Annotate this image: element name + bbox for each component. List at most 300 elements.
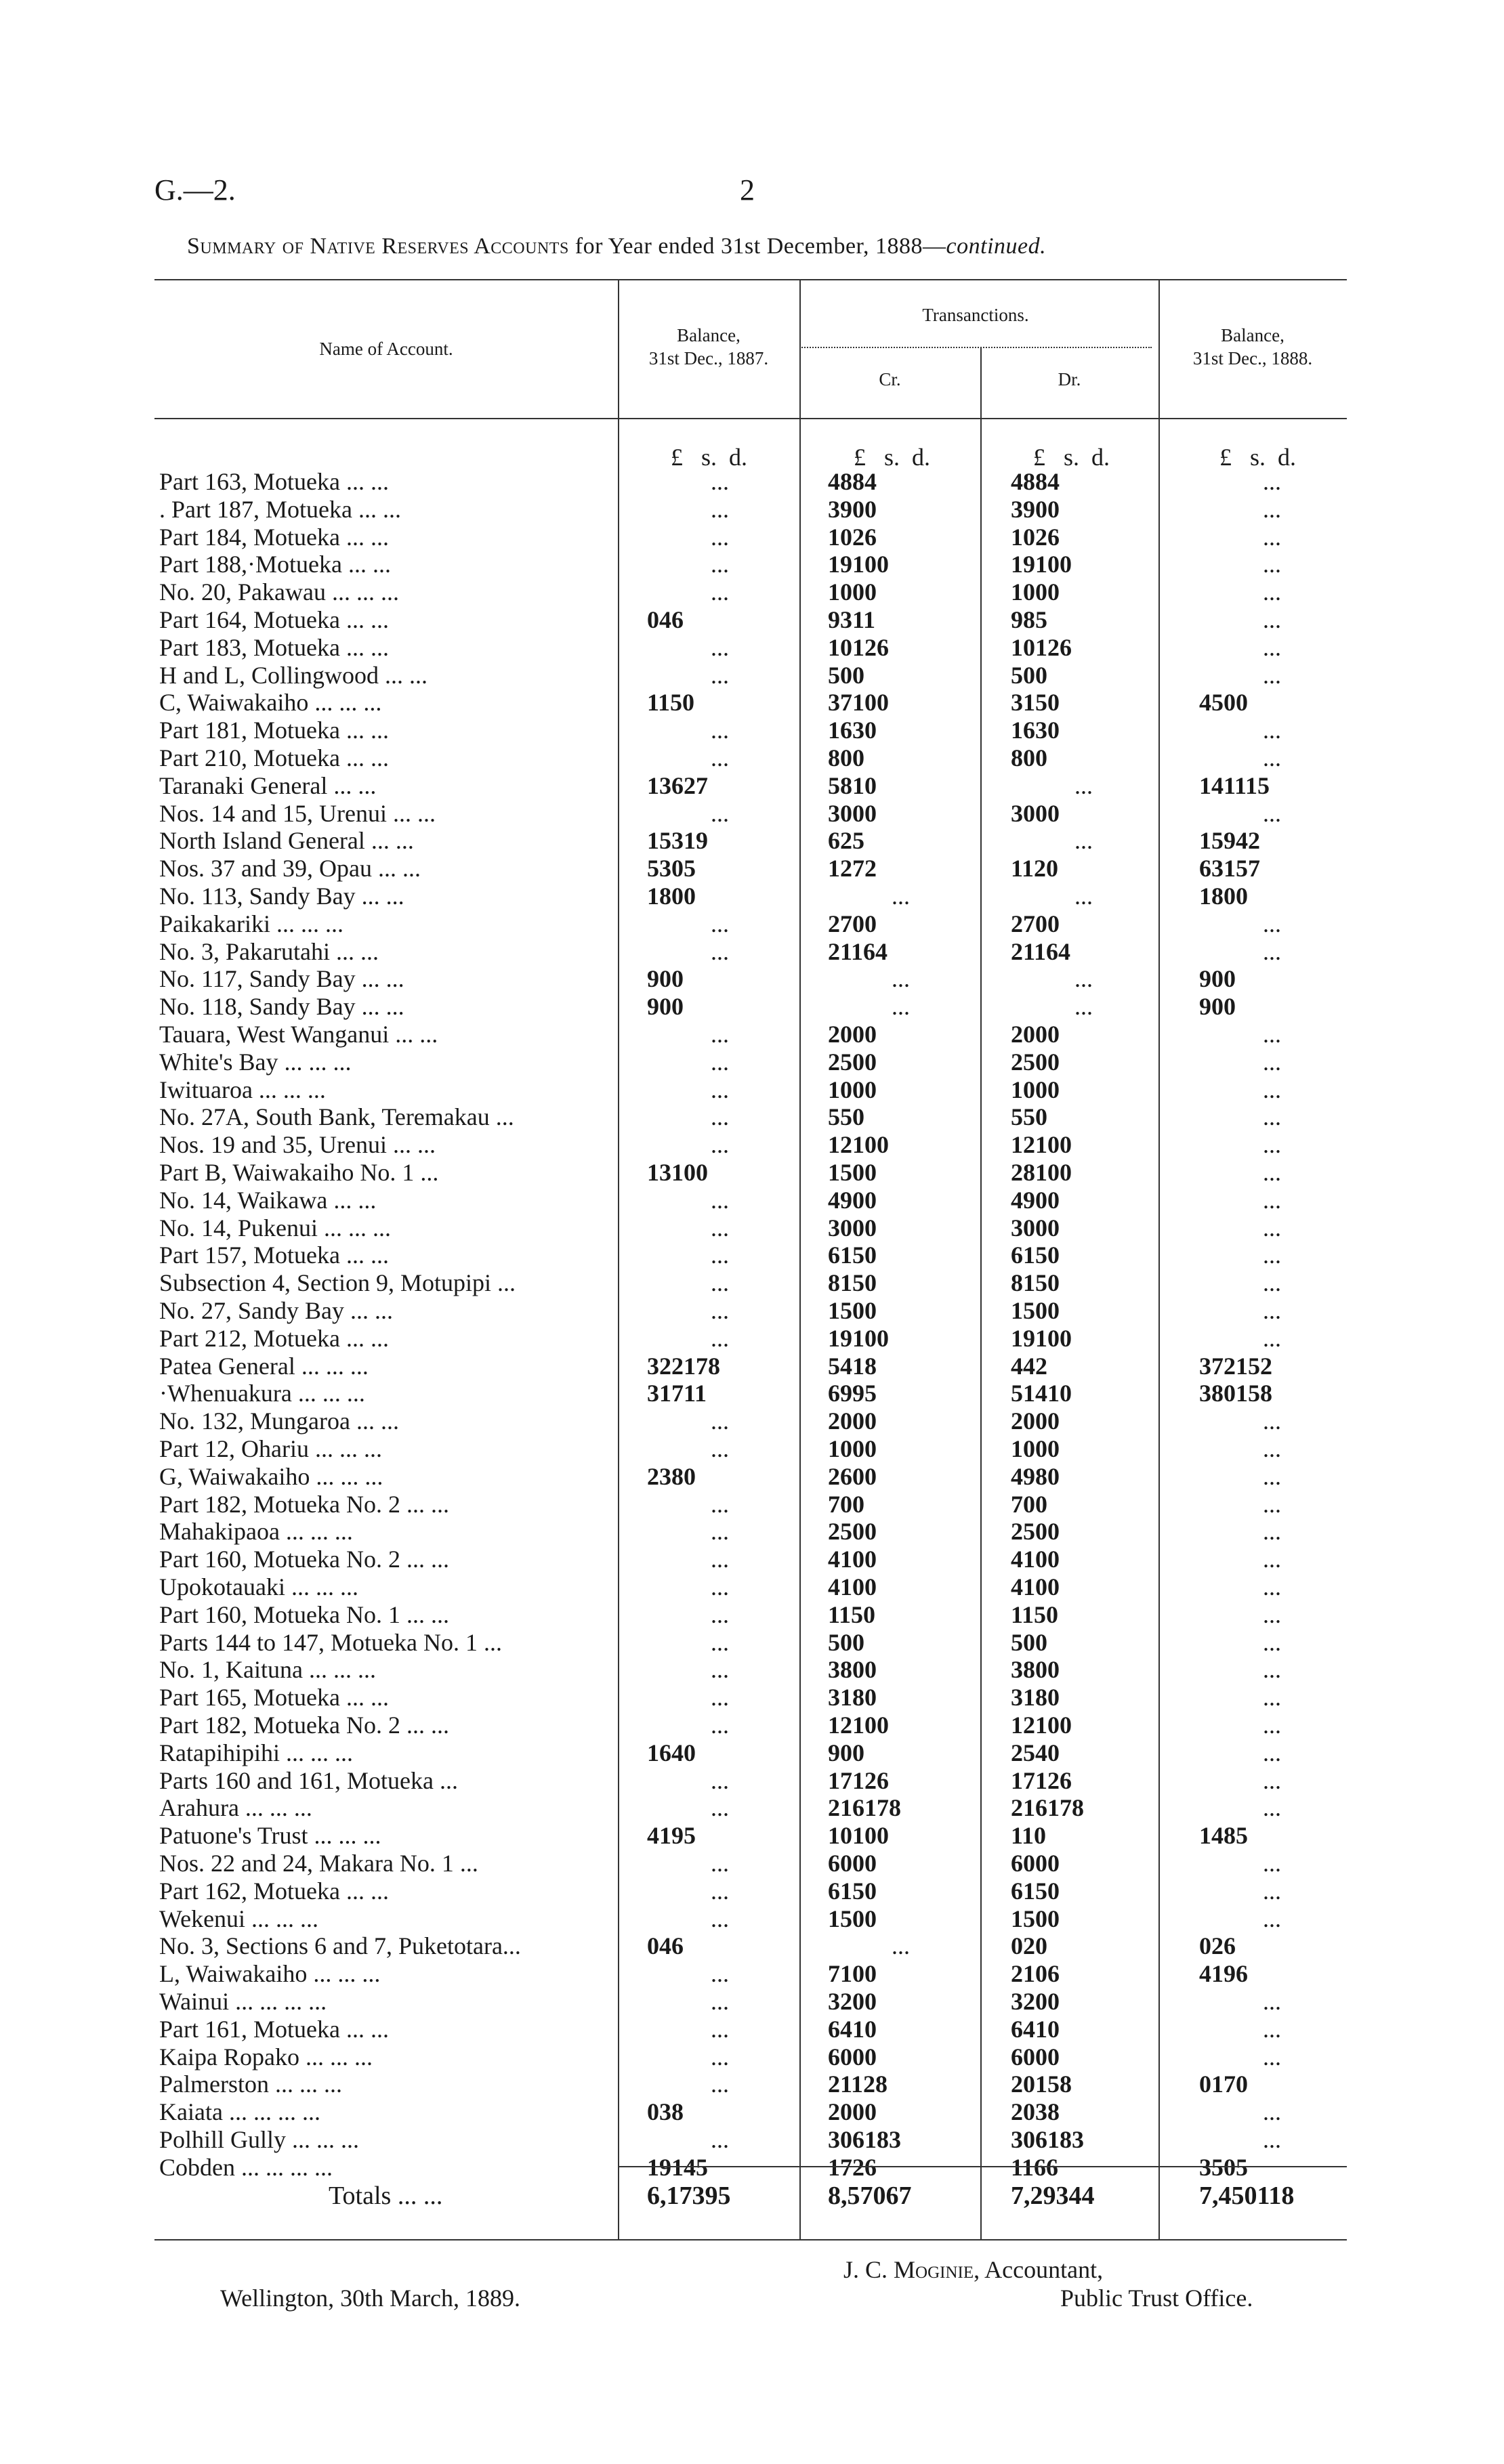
pence-value: 0 — [1035, 1490, 1047, 1518]
pounds-value: 60 — [1011, 1850, 1035, 1877]
pounds-value: 9 — [647, 993, 659, 1021]
bal88-cell: ... — [1263, 495, 1281, 523]
shillings-value: 10 — [1035, 551, 1060, 578]
table-row — [0, 2098, 1504, 2126]
shillings-value: 15 — [1023, 1269, 1047, 1297]
table-row — [0, 1932, 1504, 1960]
pence-value: 1 — [694, 1380, 707, 1407]
pounds-value: 25 — [1011, 1518, 1035, 1546]
bal87-cell: ... — [711, 1021, 729, 1048]
bal88-cell: ... — [1263, 744, 1281, 771]
dr-cell — [1011, 1573, 1156, 1601]
shillings-value: 8 — [1035, 468, 1047, 495]
pence-value: 8 — [1260, 1380, 1272, 1407]
shillings-value: 15 — [1224, 855, 1248, 883]
shillings-value: 4 — [1068, 2182, 1082, 2210]
pounds-value: 28 — [1011, 1159, 1035, 1186]
pence-value: 8 — [1047, 2098, 1060, 2126]
pounds-value: 6 — [1011, 1877, 1023, 1905]
table-row — [0, 1021, 1504, 1048]
bal88-cell: ... — [1263, 1435, 1281, 1462]
table-row — [0, 662, 1504, 689]
shillings-value: 19 — [1211, 1960, 1236, 1988]
pounds-value: 27 — [828, 910, 852, 937]
cr-cell — [828, 1435, 974, 1463]
cr-cell — [828, 524, 974, 551]
col-header-transactions: Transanctions. — [922, 305, 1029, 325]
pence-value: 0 — [1047, 1988, 1060, 2015]
shillings-value: 10 — [852, 551, 877, 578]
shillings-value: 0 — [1035, 578, 1047, 606]
pence-value: 8 — [864, 1352, 877, 1380]
bal87-cell: ... — [711, 1214, 729, 1241]
pounds-value: 372 — [1199, 1352, 1236, 1380]
table-row — [0, 468, 1504, 496]
cr-cell — [828, 1269, 974, 1297]
pounds-value: 6 — [828, 827, 840, 855]
pence-value: 4 — [1047, 468, 1060, 495]
pence-value: 0 — [864, 1518, 877, 1546]
pounds-value: 25 — [828, 1048, 852, 1076]
cr-cell — [828, 1463, 974, 1491]
pence-value: 0 — [1046, 855, 1059, 883]
dr-cell — [1011, 689, 1156, 717]
shillings-value: 4 — [1023, 1352, 1035, 1380]
pence-value: 0 — [864, 1656, 877, 1684]
pounds-value: 53 — [647, 855, 671, 883]
bal87-cell — [647, 1353, 793, 1380]
table-row — [0, 551, 1504, 578]
shillings-value: 0 — [852, 1518, 864, 1546]
pence-value: 0 — [864, 717, 877, 744]
shillings-value: 0 — [852, 1407, 864, 1435]
bal88-cell: ... — [1263, 1462, 1281, 1490]
dr-cell — [1011, 1850, 1156, 1877]
pence-value: 0 — [1047, 1656, 1060, 1684]
table-row — [0, 1794, 1504, 1822]
pounds-value: 3 — [1011, 1684, 1023, 1712]
pounds-value: 3 — [1011, 689, 1023, 717]
pence-value: 0 — [1047, 717, 1060, 744]
shillings-value: 8 — [671, 1462, 684, 1490]
bal88-cell: ... — [1263, 1103, 1281, 1131]
header-bottom-rule — [154, 418, 1347, 419]
bal88-cell — [1199, 1960, 1345, 1988]
shillings-value: 0 — [852, 910, 864, 937]
dr-cell — [1011, 1629, 1156, 1657]
bal87-cell — [647, 689, 793, 717]
bal87-cell: ... — [711, 1435, 729, 1462]
cr-cell — [828, 1712, 974, 1739]
cr-cell — [828, 2070, 974, 2098]
table-row — [0, 1767, 1504, 1795]
bal88-cell — [1199, 2182, 1345, 2210]
shillings-value: 1 — [852, 1352, 864, 1380]
bal87-cell: ... — [711, 910, 729, 937]
account-name: Ratapihipihi ... ... ... — [159, 1739, 353, 1766]
table-row — [0, 772, 1504, 800]
pence-value: 0 — [1236, 689, 1248, 717]
pence-value: 7 — [1248, 855, 1260, 883]
cr-cell — [828, 827, 974, 855]
office-name: Public Trust Office. — [1060, 2285, 1253, 2312]
bal88-cell — [1199, 993, 1345, 1021]
table-row — [0, 1269, 1504, 1297]
shillings-value: 8 — [840, 771, 852, 799]
col-header-balance-1888 — [1158, 324, 1347, 370]
pounds-value: 6,173 — [647, 2182, 705, 2210]
shillings-value: 17 — [1211, 2070, 1236, 2098]
pence-value: 6 — [1047, 523, 1060, 551]
bal87-cell: ... — [711, 2043, 729, 2070]
bal87-cell — [647, 2154, 793, 2182]
pence-value: 0 — [684, 1739, 696, 1766]
table-row — [0, 1573, 1504, 1601]
table-bottom-rule — [154, 2239, 1347, 2240]
bal87-cell — [647, 1739, 793, 1767]
cr-cell — [828, 606, 974, 634]
dr-cell — [1011, 1407, 1156, 1435]
bal88-cell: ... — [1263, 1850, 1281, 1877]
bal88-cell: ... — [1263, 1297, 1281, 1324]
pounds-value: 49 — [1011, 1462, 1035, 1490]
dr-cell — [1011, 744, 1156, 772]
table-row — [0, 1297, 1504, 1325]
shillings-value: 10 — [1023, 1546, 1047, 1573]
cr-cell — [828, 2098, 974, 2126]
cr-cell — [828, 1684, 974, 1712]
pence-value: 0 — [1060, 1324, 1072, 1352]
pence-value: 7 — [696, 771, 708, 799]
bal88-cell: ... — [1263, 1048, 1281, 1076]
table-row — [0, 993, 1504, 1021]
pounds-value: 60 — [828, 2043, 852, 2070]
account-name: Part 162, Motueka ... ... — [159, 1877, 389, 1905]
pounds-value: 9 — [1199, 965, 1211, 993]
dr-cell — [1011, 606, 1156, 634]
account-name: White's Bay ... ... ... — [159, 1048, 352, 1076]
shillings-value: 10 — [852, 1822, 877, 1850]
col-header-dr: Dr. — [1058, 369, 1081, 389]
pence-value: 0 — [1047, 1048, 1060, 1076]
shillings-value: 10 — [852, 1712, 877, 1739]
table-row — [0, 744, 1504, 772]
pounds-value: 18 — [647, 883, 671, 910]
dr-cell: ... — [1074, 883, 1093, 910]
bal88-cell: ... — [1263, 1186, 1281, 1214]
cr-cell — [828, 1767, 974, 1795]
shillings-value: 4 — [659, 606, 671, 633]
shillings-value: 15 — [1236, 1380, 1260, 1407]
table-row — [0, 1684, 1504, 1712]
pence-value: 0 — [1047, 1186, 1060, 1214]
pence-value: 5 — [684, 1822, 696, 1850]
bal88-cell: ... — [1263, 1407, 1281, 1435]
table-row — [0, 1353, 1504, 1380]
dr-cell: ... — [1074, 771, 1093, 799]
pounds-value: 8 — [1011, 1269, 1023, 1297]
dr-cell — [1011, 1988, 1156, 2016]
bal87-cell: ... — [711, 1546, 729, 1573]
pence-value: 6 — [864, 523, 877, 551]
account-name: Part 160, Motueka No. 1 ... ... — [159, 1600, 449, 1628]
pounds-value: 38 — [828, 1656, 852, 1684]
pounds-value: 16 — [828, 717, 852, 744]
pounds-value: 4 — [1199, 1960, 1211, 1988]
pence-value: 0 — [1047, 1021, 1060, 1048]
pence-value: 3 — [889, 2126, 901, 2153]
account-name: Part 182, Motueka No. 2 ... ... — [159, 1712, 449, 1739]
pounds-value: 25 — [1011, 1739, 1035, 1766]
dr-cell — [1011, 2182, 1156, 2210]
account-name: C, Waiwakaiho ... ... ... — [159, 689, 382, 717]
pence-value: 0 — [671, 993, 684, 1021]
account-name: No. 132, Mungaroa ... ... — [159, 1407, 399, 1435]
account-name: No. 117, Sandy Bay ... ... — [159, 965, 404, 993]
bal87-cell: ... — [711, 1490, 729, 1518]
cr-cell — [828, 1187, 974, 1214]
account-name: Cobden ... ... ... ... — [159, 2153, 333, 2181]
pence-value: 0 — [864, 1573, 877, 1600]
header-divider-2 — [799, 279, 801, 418]
signatory-initials: J. C. Moginie, Accountant, — [843, 2256, 1104, 2283]
pounds-value: 4 — [1011, 1546, 1023, 1573]
bal87-cell: ... — [711, 661, 729, 689]
pence-value: 5 — [1236, 1822, 1248, 1850]
shillings-value: 0 — [1224, 2153, 1236, 2181]
pounds-value: 5 — [1011, 1103, 1023, 1131]
pence-value: 0 — [877, 551, 889, 578]
pence-value: 0 — [864, 2043, 877, 2070]
pounds-value: 9 — [1011, 606, 1023, 633]
pence-value: 0 — [1047, 1877, 1060, 1905]
dr-cell — [1011, 1905, 1156, 1933]
col-header-balance-1888-line1: Balance, — [1221, 325, 1284, 345]
bal87-cell: ... — [711, 1600, 729, 1628]
dr-cell — [1011, 1518, 1156, 1546]
shillings-value: 0 — [1035, 1076, 1047, 1103]
shillings-value: 1 — [684, 1380, 695, 1407]
pounds-value: 10 — [1011, 523, 1035, 551]
pounds-value: 21 — [828, 2070, 852, 2098]
pence-value: 0 — [1047, 689, 1060, 717]
units-balance-1888: £ s. d. — [1219, 444, 1297, 471]
shillings-value: 0 — [852, 1988, 864, 2015]
pounds-value: 6 — [828, 1241, 840, 1269]
shillings-value: 10 — [852, 1131, 877, 1159]
totals-row — [0, 2182, 1504, 2210]
table-row — [0, 1463, 1504, 1491]
dr-cell: ... — [1074, 965, 1093, 993]
bal88-cell: ... — [1263, 1076, 1281, 1103]
pounds-value: 35 — [1199, 2153, 1224, 2181]
dr-cell — [1011, 800, 1156, 828]
shillings-value: 0 — [852, 1435, 864, 1462]
pounds-value: 1 — [1011, 855, 1022, 883]
table-row — [0, 2043, 1504, 2071]
pounds-value: 15 — [1011, 1297, 1035, 1324]
shillings-value: 0 — [852, 1297, 864, 1324]
bal88-cell: ... — [1263, 1021, 1281, 1048]
pence-value: 8 — [1281, 2182, 1295, 2210]
shillings-value: 0 — [1035, 1048, 1047, 1076]
shillings-value: 19 — [659, 1822, 684, 1850]
cr-cell — [828, 1241, 974, 1269]
pence-value: 8 — [1060, 2070, 1072, 2098]
pence-value: 0 — [1047, 1573, 1060, 1600]
account-name: Part 164, Motueka ... ... — [159, 606, 389, 633]
pounds-value: 23 — [647, 1462, 671, 1490]
title-middle: for Year ended 31st December, 1888— — [568, 234, 946, 259]
bal88-cell: ... — [1263, 1905, 1281, 1932]
account-name: Part 184, Motueka ... ... — [159, 523, 389, 551]
cr-cell — [828, 1048, 974, 1076]
table-row — [0, 1822, 1504, 1850]
place-date: Wellington, 30th March, 1889. — [220, 2285, 521, 2312]
pounds-value: 0 — [647, 606, 659, 633]
table-row — [0, 1103, 1504, 1131]
shillings-value: 10 — [852, 689, 877, 717]
pence-value: 8 — [671, 2098, 684, 2126]
pence-value: 0 — [864, 1186, 877, 1214]
pounds-value: 21 — [1011, 937, 1035, 965]
account-name: Polhill Gully ... ... ... — [159, 2126, 360, 2153]
shillings-value: 10 — [1023, 1573, 1047, 1600]
cr-cell — [828, 772, 974, 800]
bal87-cell — [647, 2098, 793, 2126]
shillings-value: 0 — [659, 965, 671, 993]
pounds-value: 21 — [828, 937, 852, 965]
pounds-value: 9 — [1199, 993, 1211, 1021]
shillings-value: 0 — [1035, 799, 1047, 827]
bal87-cell: ... — [711, 1186, 729, 1214]
shillings-value: 15 — [1236, 1352, 1260, 1380]
pounds-value: 54 — [828, 1352, 852, 1380]
pounds-value: 9 — [828, 1739, 840, 1766]
bal88-cell: ... — [1263, 1656, 1281, 1684]
pounds-value: 7,450 — [1199, 2182, 1257, 2210]
table-row — [0, 1518, 1504, 1546]
bal87-cell: ... — [711, 1684, 729, 1712]
pounds-value: 8 — [828, 1269, 840, 1297]
dr-cell — [1011, 1877, 1156, 1905]
shillings-value: 10 — [1035, 1159, 1060, 1186]
account-name: Part 165, Motueka ... ... — [159, 1684, 389, 1712]
shillings-value: 2 — [1035, 523, 1047, 551]
shillings-value: 0 — [1035, 2043, 1047, 2070]
bal88-cell: ... — [1263, 1518, 1281, 1546]
shillings-value: 5 — [1034, 1600, 1047, 1628]
pounds-value: 39 — [828, 495, 852, 523]
pence-value: 0 — [684, 1462, 696, 1490]
pounds-value: 5 — [828, 1103, 840, 1131]
shillings-value: 15 — [1035, 2070, 1060, 2098]
pence-value: 0 — [864, 578, 877, 606]
account-name: No. 27, Sandy Bay ... ... — [159, 1297, 393, 1324]
account-name: Part B, Waiwakaiho No. 1 ... — [159, 1159, 439, 1186]
pence-value: 0 — [864, 1297, 877, 1324]
pence-value: 0 — [864, 1877, 877, 1905]
dr-cell — [1011, 2016, 1156, 2043]
shillings-value: 0 — [852, 1656, 864, 1684]
pounds-value: 317 — [647, 1380, 684, 1407]
totals-label: Totals ... ... — [329, 2182, 443, 2210]
pence-value: 0 — [864, 1241, 877, 1269]
shillings-value: 0 — [671, 883, 684, 910]
table-row — [0, 855, 1504, 883]
bal87-cell: ... — [711, 1573, 729, 1600]
table-row — [0, 1325, 1504, 1353]
pounds-value: 5 — [1011, 661, 1023, 689]
bal88-cell: ... — [1263, 2126, 1281, 2153]
pence-value: 5 — [1236, 2153, 1248, 2181]
bal87-cell: ... — [711, 2015, 729, 2043]
shillings-value: 18 — [1047, 2126, 1072, 2153]
dr-cell — [1011, 468, 1156, 496]
shillings-value: 0 — [852, 1462, 864, 1490]
pounds-value: 5 — [828, 1628, 840, 1656]
pence-value: 6 — [1236, 1960, 1248, 1988]
account-name: Patuone's Trust ... ... ... — [159, 1822, 381, 1850]
bal87-cell: ... — [711, 1712, 729, 1739]
pounds-value: 12 — [828, 1712, 852, 1739]
table-row — [0, 1214, 1504, 1242]
pounds-value: 19 — [1011, 1324, 1035, 1352]
bal87-cell: ... — [711, 1103, 729, 1131]
pence-value: 0 — [864, 1988, 877, 2015]
shillings-value: 12 — [852, 1766, 877, 1794]
bal87-cell: ... — [711, 1794, 729, 1822]
shillings-value: 2 — [1211, 1932, 1224, 1960]
cr-cell — [828, 717, 974, 744]
page-title — [187, 234, 1046, 259]
shillings-value: 12 — [1035, 633, 1060, 661]
account-name: Part 161, Motueka ... ... — [159, 2015, 389, 2043]
dr-cell — [1011, 1048, 1156, 1076]
cr-cell — [828, 1656, 974, 1684]
cr-cell — [828, 1601, 974, 1629]
bal87-cell: ... — [711, 1269, 729, 1297]
pounds-value: 18 — [1199, 883, 1224, 910]
cr-cell — [828, 578, 974, 606]
pence-value: 5 — [696, 2153, 708, 2181]
shillings-value: 16 — [1022, 2153, 1047, 2181]
pounds-value: 48 — [828, 468, 852, 495]
table-row — [0, 524, 1504, 551]
shillings-value: 18 — [864, 2126, 889, 2153]
shillings-value: 0 — [852, 1186, 864, 1214]
table-row — [0, 1988, 1504, 2016]
cr-cell — [828, 1988, 974, 2016]
dr-cell — [1011, 1076, 1156, 1104]
pence-value: 0 — [684, 883, 696, 910]
pence-value: 0 — [864, 1214, 877, 1241]
account-name: Nos. 14 and 15, Urenui ... ... — [159, 799, 436, 827]
pence-value: 0 — [863, 1600, 876, 1628]
col-header-cr: Cr. — [879, 369, 901, 389]
cr-cell — [828, 1325, 974, 1353]
bal88-cell: ... — [1263, 1766, 1281, 1794]
shillings-value: 14 — [671, 2153, 696, 2181]
dr-cell — [1011, 1131, 1156, 1159]
shillings-value: 0 — [840, 1739, 852, 1766]
cr-cell — [828, 2126, 974, 2154]
bal88-cell — [1199, 1353, 1345, 1380]
pounds-value: 30 — [1011, 1214, 1035, 1241]
pence-value: 0 — [1047, 1462, 1060, 1490]
table-row — [0, 1960, 1504, 1988]
dr-cell — [1011, 1187, 1156, 1214]
